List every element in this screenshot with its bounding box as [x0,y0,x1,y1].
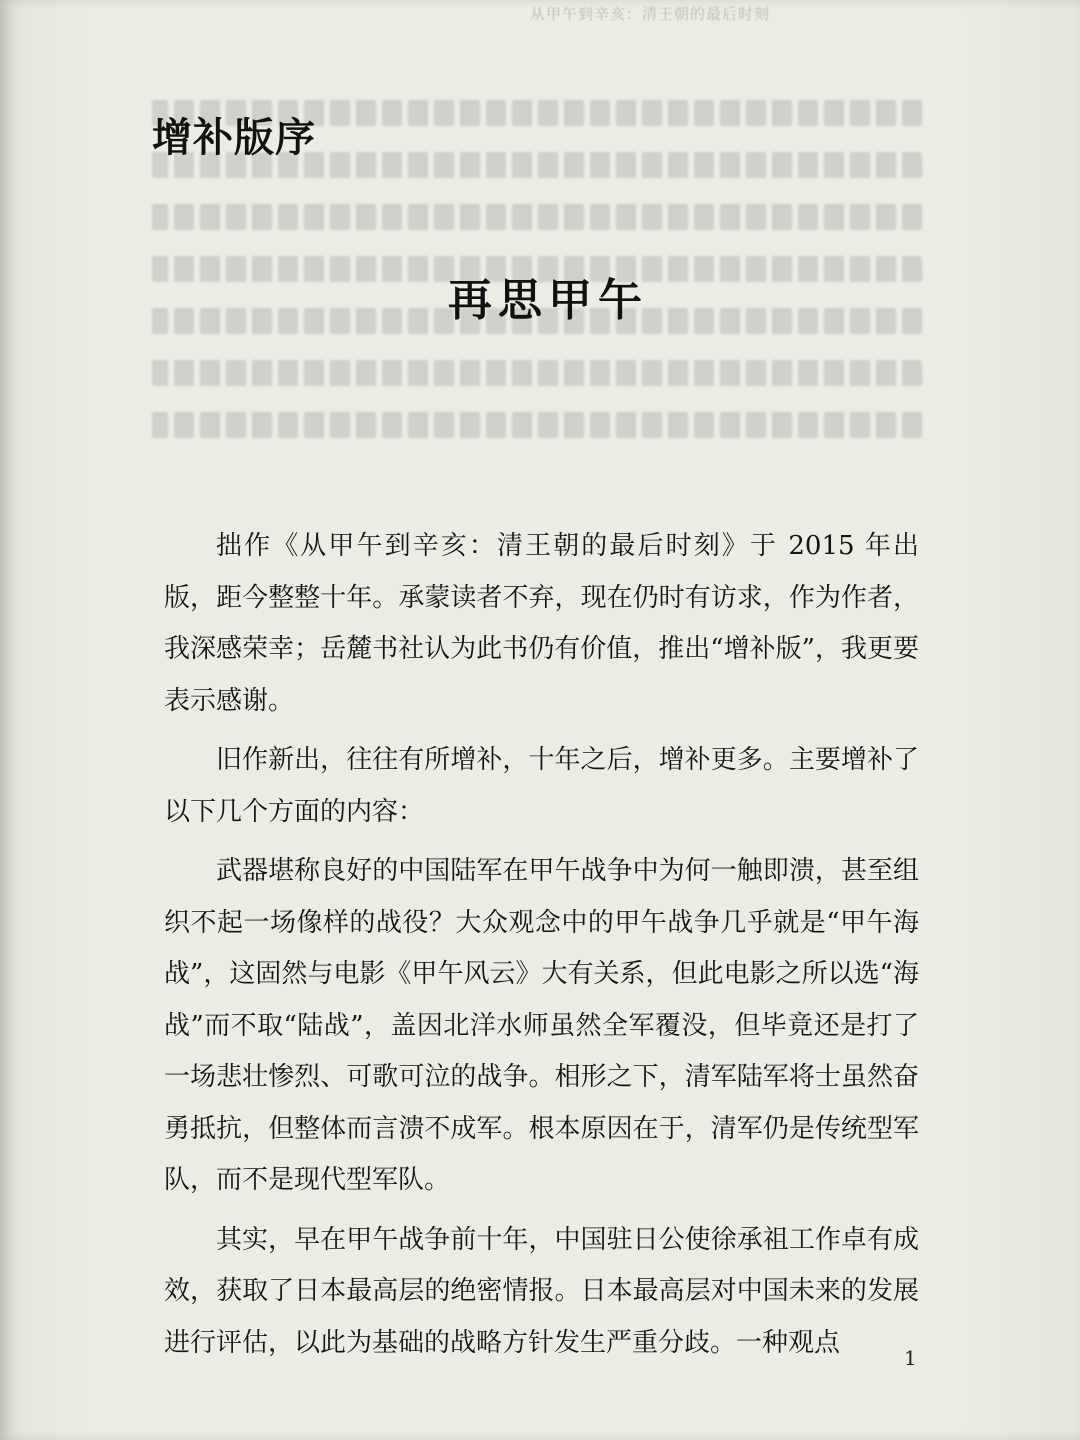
paragraph: 武器堪称良好的中国陆军在甲午战争中为何一触即溃，甚至组织不起一场像样的战役？大众观念中的甲午战争几乎就是“甲午海战”，这固然与电影《甲午风云》大有关系，但此电影之所以选“海战”而不取“陆战”，盖因北洋水师虽然全军覆没，但毕竟还是打了一场悲壮惨烈、可歌可泣的战争。相形之下，清军陆军将士虽然奋勇抵抗，但整体而言溃不成军。根本原因在于，清军仍是传统型军队，而不是现代型军队。 [164,856,919,1195]
paragraph: 其实，早在甲午战争前十年，中国驻日公使徐承祖工作卓有成效，获取了日本最高层的绝密情报。日本最高层对中国未来的发展进行评估，以此为基础的战略方针发生严重分歧。一种观点 [164,1224,919,1358]
paragraph: 旧作新出，往往有所增补，十年之后，增补更多。主要增补了以下几个方面的内容： [164,745,919,827]
page-number: 1 [904,1346,917,1370]
paragraph: 拙作《从甲午到辛亥：清王朝的最后时刻》于 2015 年出版，距今整整十年。承蒙读者不弃，现在仍时有访求，作为作者，我深感荣幸；岳麓书社认为此书仍有价值，推出“增补版”，我更要表示感谢。 [164,531,919,716]
body-text [164,521,919,1369]
running-head: 从甲午到辛亥：清王朝的最后时刻 [529,5,770,23]
chapter-title: 再思甲午 [448,275,648,326]
section-title: 增补版序 [152,115,316,161]
